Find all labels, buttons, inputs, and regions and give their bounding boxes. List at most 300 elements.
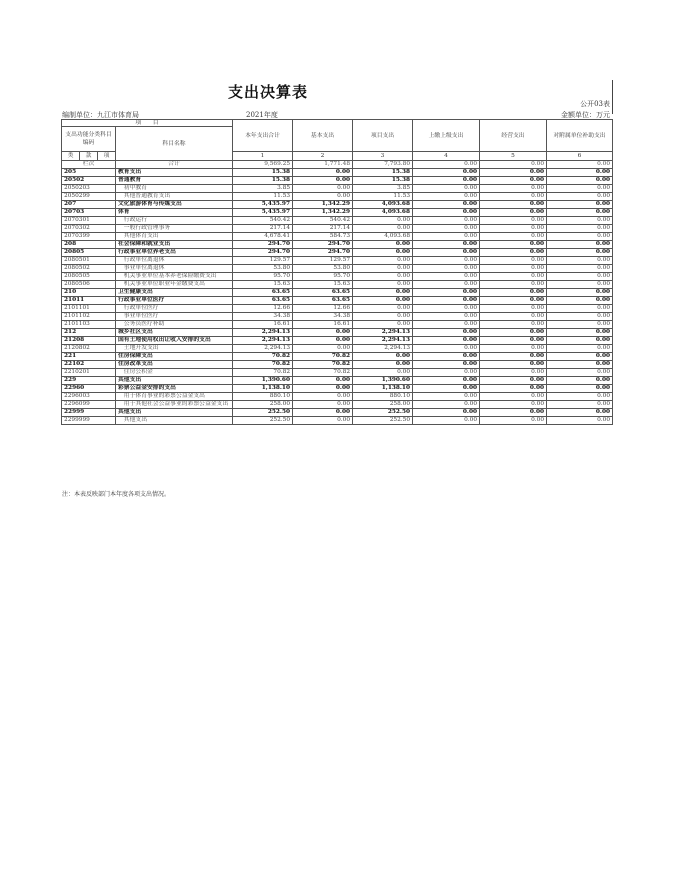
header-name: 科目名称 (116, 127, 233, 161)
row-value-3: 252.50 (353, 417, 413, 425)
row-value-4: 0.00 (413, 409, 480, 417)
row-value-5: 0.00 (480, 345, 547, 353)
total-value-3: 7,793.80 (353, 161, 413, 169)
row-value-3: 0.00 (353, 297, 413, 305)
row-code: 2070302 (62, 225, 116, 233)
row-name: 社会保障和就业支出 (116, 241, 233, 249)
row-value-4: 0.00 (413, 305, 480, 313)
row-value-2: 1,342.29 (293, 201, 353, 209)
header-lei: 类 (62, 152, 80, 161)
table-row (62, 241, 613, 249)
year-label: 2021年度 (246, 111, 278, 119)
row-value-3: 15.38 (353, 169, 413, 177)
table-row (62, 409, 613, 417)
row-value-4: 0.00 (413, 417, 480, 425)
row-value-4: 0.00 (413, 337, 480, 345)
lanci-label: 栏次 (62, 161, 116, 169)
row-value-5: 0.00 (480, 225, 547, 233)
col-number-3: 3 (353, 152, 413, 161)
row-value-1: 63.65 (233, 289, 293, 297)
total-value-2: 1,771.48 (293, 161, 353, 169)
row-value-5: 0.00 (480, 249, 547, 257)
row-code: 221 (62, 353, 116, 361)
row-value-1: 70.82 (233, 353, 293, 361)
row-value-4: 0.00 (413, 361, 480, 369)
row-value-4: 0.00 (413, 257, 480, 265)
table-row (62, 201, 613, 209)
row-value-6: 0.00 (547, 329, 613, 337)
table-row (62, 209, 613, 217)
row-value-5: 0.00 (480, 377, 547, 385)
row-value-2: 0.00 (293, 385, 353, 393)
row-value-5: 0.00 (480, 257, 547, 265)
row-value-4: 0.00 (413, 345, 480, 353)
row-value-6: 0.00 (547, 337, 613, 345)
row-value-1: 16.61 (233, 321, 293, 329)
row-value-1: 5,435.97 (233, 201, 293, 209)
row-code: 2299999 (62, 417, 116, 425)
row-code: 22999 (62, 409, 116, 417)
row-value-1: 252.50 (233, 409, 293, 417)
row-code: 2101101 (62, 305, 116, 313)
row-value-1: 53.80 (233, 265, 293, 273)
row-value-2: 0.00 (293, 185, 353, 193)
row-value-2: 16.61 (293, 321, 353, 329)
row-name: 其他普通教育支出 (116, 193, 233, 201)
row-value-2: 70.82 (293, 361, 353, 369)
row-name: 国有土地使用权出让收入安排的支出 (116, 337, 233, 345)
row-value-4: 0.00 (413, 369, 480, 377)
row-value-6: 0.00 (547, 401, 613, 409)
row-name: 初中教育 (116, 185, 233, 193)
row-value-6: 0.00 (547, 361, 613, 369)
row-value-4: 0.00 (413, 233, 480, 241)
row-value-6: 0.00 (547, 273, 613, 281)
row-value-6: 0.00 (547, 369, 613, 377)
row-value-5: 0.00 (480, 321, 547, 329)
row-code: 21011 (62, 297, 116, 305)
col-number-6: 6 (547, 152, 613, 161)
row-code: 212 (62, 329, 116, 337)
row-value-1: 11.53 (233, 193, 293, 201)
row-value-5: 0.00 (480, 193, 547, 201)
row-value-5: 0.00 (480, 337, 547, 345)
row-name: 一般行政管理事务 (116, 225, 233, 233)
row-value-1: 1,138.10 (233, 385, 293, 393)
row-value-2: 63.65 (293, 297, 353, 305)
row-value-5: 0.00 (480, 265, 547, 273)
row-name: 用于其他社会公益事业的彩票公益金支出 (116, 401, 233, 409)
table-row (62, 281, 613, 289)
unit-label: 金额单位：万元 (561, 111, 610, 119)
page-title: 支出决算表 (228, 83, 309, 101)
row-name: 其他支出 (116, 409, 233, 417)
row-value-6: 0.00 (547, 393, 613, 401)
header-col-5: 经营支出 (480, 120, 547, 152)
header-col-3: 项目支出 (353, 120, 413, 152)
row-value-3: 258.00 (353, 401, 413, 409)
row-value-5: 0.00 (480, 217, 547, 225)
row-value-5: 0.00 (480, 169, 547, 177)
row-value-6: 0.00 (547, 409, 613, 417)
row-code: 2050203 (62, 185, 116, 193)
row-value-1: 15.38 (233, 177, 293, 185)
row-value-2: 0.00 (293, 409, 353, 417)
row-name: 城乡社区支出 (116, 329, 233, 337)
table-row (62, 185, 613, 193)
row-value-4: 0.00 (413, 193, 480, 201)
row-value-1: 540.42 (233, 217, 293, 225)
table-row (62, 321, 613, 329)
row-value-6: 0.00 (547, 385, 613, 393)
row-value-1: 5,435.97 (233, 209, 293, 217)
table-row (62, 273, 613, 281)
row-name: 住房保障支出 (116, 353, 233, 361)
row-value-6: 0.00 (547, 209, 613, 217)
row-value-6: 0.00 (547, 297, 613, 305)
row-value-3: 3.85 (353, 185, 413, 193)
row-value-3: 11.53 (353, 193, 413, 201)
table-row (62, 305, 613, 313)
row-code: 2080502 (62, 265, 116, 273)
row-value-2: 95.70 (293, 273, 353, 281)
row-value-2: 0.00 (293, 329, 353, 337)
row-value-3: 15.38 (353, 177, 413, 185)
row-value-5: 0.00 (480, 273, 547, 281)
table-row (62, 257, 613, 265)
table-row (62, 361, 613, 369)
row-value-4: 0.00 (413, 209, 480, 217)
row-value-6: 0.00 (547, 185, 613, 193)
table-row (62, 217, 613, 225)
row-value-6: 0.00 (547, 417, 613, 425)
row-value-3: 0.00 (353, 265, 413, 273)
total-value-4: 0.00 (413, 161, 480, 169)
row-value-3: 0.00 (353, 217, 413, 225)
row-value-3: 0.00 (353, 249, 413, 257)
row-value-2: 53.80 (293, 265, 353, 273)
total-label: 合计 (116, 161, 233, 169)
row-value-5: 0.00 (480, 185, 547, 193)
row-value-2: 0.00 (293, 193, 353, 201)
table-row (62, 417, 613, 425)
row-value-1: 2,294.13 (233, 337, 293, 345)
row-value-1: 15.63 (233, 281, 293, 289)
row-value-5: 0.00 (480, 305, 547, 313)
header-col-4: 上缴上级支出 (413, 120, 480, 152)
row-value-5: 0.00 (480, 201, 547, 209)
row-value-2: 0.00 (293, 345, 353, 353)
footnote: 注：本表反映部门本年度各项支出情况。 (62, 491, 171, 498)
row-value-4: 0.00 (413, 169, 480, 177)
row-value-3: 1,138.10 (353, 385, 413, 393)
row-name: 行政单位离退休 (116, 257, 233, 265)
row-value-2: 70.82 (293, 369, 353, 377)
table-row (62, 193, 613, 201)
row-value-5: 0.00 (480, 281, 547, 289)
row-name: 普通教育 (116, 177, 233, 185)
total-value-5: 0.00 (480, 161, 547, 169)
row-value-5: 0.00 (480, 369, 547, 377)
row-value-1: 3.85 (233, 185, 293, 193)
row-code: 2101102 (62, 313, 116, 321)
row-value-6: 0.00 (547, 177, 613, 185)
table-row (62, 385, 613, 393)
row-value-5: 0.00 (480, 385, 547, 393)
row-name: 事业单位医疗 (116, 313, 233, 321)
row-value-3: 2,294.13 (353, 329, 413, 337)
row-value-4: 0.00 (413, 217, 480, 225)
table-row (62, 377, 613, 385)
row-value-6: 0.00 (547, 257, 613, 265)
table-row (62, 169, 613, 177)
row-value-2: 294.70 (293, 241, 353, 249)
row-value-6: 0.00 (547, 249, 613, 257)
row-name: 文化旅游体育与传媒支出 (116, 201, 233, 209)
row-value-2: 0.00 (293, 393, 353, 401)
row-name: 机关事业单位基本养老保险缴费支出 (116, 273, 233, 281)
row-code: 2101103 (62, 321, 116, 329)
row-value-6: 0.00 (547, 321, 613, 329)
row-value-4: 0.00 (413, 313, 480, 321)
row-code: 22102 (62, 361, 116, 369)
row-code: 2050299 (62, 193, 116, 201)
row-value-6: 0.00 (547, 265, 613, 273)
row-value-5: 0.00 (480, 233, 547, 241)
row-name: 公务员医疗补助 (116, 321, 233, 329)
table-row (62, 345, 613, 353)
row-value-1: 2,294.13 (233, 329, 293, 337)
row-value-6: 0.00 (547, 289, 613, 297)
row-value-4: 0.00 (413, 393, 480, 401)
row-name: 彩票公益金安排的支出 (116, 385, 233, 393)
row-value-4: 0.00 (413, 377, 480, 385)
row-value-1: 294.70 (233, 241, 293, 249)
row-value-4: 0.00 (413, 225, 480, 233)
row-value-3: 0.00 (353, 361, 413, 369)
row-value-1: 12.66 (233, 305, 293, 313)
row-value-4: 0.00 (413, 289, 480, 297)
row-value-4: 0.00 (413, 201, 480, 209)
row-code: 207 (62, 201, 116, 209)
row-name: 住房改革支出 (116, 361, 233, 369)
table-row (62, 329, 613, 337)
row-code: 2070399 (62, 233, 116, 241)
row-value-5: 0.00 (480, 313, 547, 321)
row-value-2: 217.14 (293, 225, 353, 233)
row-name: 其他体育支出 (116, 233, 233, 241)
row-value-6: 0.00 (547, 241, 613, 249)
row-value-2: 34.38 (293, 313, 353, 321)
table-row (62, 177, 613, 185)
row-value-4: 0.00 (413, 401, 480, 409)
form-number: 公开03表 (580, 100, 610, 108)
row-value-2: 584.73 (293, 233, 353, 241)
table-row (62, 369, 613, 377)
row-value-3: 0.00 (353, 225, 413, 233)
row-name: 土地开发支出 (116, 345, 233, 353)
row-value-1: 258.00 (233, 401, 293, 409)
row-value-2: 129.57 (293, 257, 353, 265)
row-value-1: 63.65 (233, 297, 293, 305)
table-row (62, 233, 613, 241)
row-value-3: 4,093.68 (353, 201, 413, 209)
table-row (62, 265, 613, 273)
row-value-3: 2,294.13 (353, 345, 413, 353)
row-value-1: 70.82 (233, 369, 293, 377)
row-code: 2070301 (62, 217, 116, 225)
header-col-2: 基本支出 (293, 120, 353, 152)
row-code: 2296099 (62, 401, 116, 409)
row-value-3: 0.00 (353, 305, 413, 313)
total-row (62, 161, 613, 169)
row-code: 22960 (62, 385, 116, 393)
row-value-3: 4,093.68 (353, 233, 413, 241)
row-value-1: 129.57 (233, 257, 293, 265)
row-value-4: 0.00 (413, 241, 480, 249)
row-name: 行政事业单位医疗 (116, 297, 233, 305)
row-value-2: 0.00 (293, 177, 353, 185)
row-value-3: 0.00 (353, 289, 413, 297)
row-value-5: 0.00 (480, 177, 547, 185)
row-value-3: 0.00 (353, 281, 413, 289)
row-value-4: 0.00 (413, 385, 480, 393)
row-value-6: 0.00 (547, 217, 613, 225)
row-value-5: 0.00 (480, 353, 547, 361)
row-code: 20805 (62, 249, 116, 257)
row-value-4: 0.00 (413, 265, 480, 273)
row-code: 2296003 (62, 393, 116, 401)
row-value-2: 0.00 (293, 417, 353, 425)
row-value-5: 0.00 (480, 401, 547, 409)
row-code: 20703 (62, 209, 116, 217)
col-number-2: 2 (293, 152, 353, 161)
row-value-3: 0.00 (353, 369, 413, 377)
row-value-3: 0.00 (353, 321, 413, 329)
row-code: 2210201 (62, 369, 116, 377)
row-value-5: 0.00 (480, 409, 547, 417)
row-name: 用于体育事业的彩票公益金支出 (116, 393, 233, 401)
row-value-1: 15.38 (233, 169, 293, 177)
row-value-4: 0.00 (413, 273, 480, 281)
table-row (62, 297, 613, 305)
row-code: 21208 (62, 337, 116, 345)
row-value-2: 1,342.29 (293, 209, 353, 217)
row-code: 2080505 (62, 273, 116, 281)
row-value-5: 0.00 (480, 417, 547, 425)
row-name: 行政运行 (116, 217, 233, 225)
row-value-3: 2,294.13 (353, 337, 413, 345)
row-code: 2080501 (62, 257, 116, 265)
row-value-2: 0.00 (293, 169, 353, 177)
row-code: 2120802 (62, 345, 116, 353)
table-row (62, 289, 613, 297)
row-value-4: 0.00 (413, 329, 480, 337)
row-value-6: 0.00 (547, 193, 613, 201)
row-code: 210 (62, 289, 116, 297)
row-value-6: 0.00 (547, 377, 613, 385)
row-value-3: 0.00 (353, 241, 413, 249)
row-value-4: 0.00 (413, 177, 480, 185)
row-value-4: 0.00 (413, 281, 480, 289)
col-number-4: 4 (413, 152, 480, 161)
row-code: 205 (62, 169, 116, 177)
row-name: 机关事业单位职业年金缴费支出 (116, 281, 233, 289)
row-value-6: 0.00 (547, 353, 613, 361)
row-value-2: 0.00 (293, 401, 353, 409)
row-value-3: 0.00 (353, 353, 413, 361)
row-value-4: 0.00 (413, 297, 480, 305)
row-value-3: 252.50 (353, 409, 413, 417)
row-value-5: 0.00 (480, 361, 547, 369)
row-value-3: 1,390.60 (353, 377, 413, 385)
row-value-2: 294.70 (293, 249, 353, 257)
row-value-5: 0.00 (480, 209, 547, 217)
header-code: 支出功能分类科目编码 (62, 127, 116, 152)
table-row (62, 401, 613, 409)
row-value-1: 252.50 (233, 417, 293, 425)
row-value-1: 4,678.41 (233, 233, 293, 241)
row-value-6: 0.00 (547, 281, 613, 289)
row-value-1: 34.38 (233, 313, 293, 321)
expenditure-table (61, 119, 613, 425)
row-value-2: 540.42 (293, 217, 353, 225)
header-col-6: 对附属单位补助支出 (547, 120, 613, 152)
row-value-1: 70.82 (233, 361, 293, 369)
row-value-6: 0.00 (547, 345, 613, 353)
row-code: 2080506 (62, 281, 116, 289)
table-row (62, 353, 613, 361)
row-value-3: 0.00 (353, 313, 413, 321)
row-value-2: 0.00 (293, 337, 353, 345)
row-value-1: 95.70 (233, 273, 293, 281)
row-code: 208 (62, 241, 116, 249)
header-col-1: 本年支出合计 (233, 120, 293, 152)
table-row (62, 337, 613, 345)
row-name: 卫生健康支出 (116, 289, 233, 297)
row-value-2: 12.66 (293, 305, 353, 313)
row-name: 体育 (116, 209, 233, 217)
row-name: 其他支出 (116, 417, 233, 425)
row-value-5: 0.00 (480, 393, 547, 401)
row-value-6: 0.00 (547, 201, 613, 209)
header-kuan: 款 (80, 152, 98, 161)
row-value-5: 0.00 (480, 329, 547, 337)
row-value-3: 880.10 (353, 393, 413, 401)
row-value-5: 0.00 (480, 241, 547, 249)
row-value-3: 0.00 (353, 273, 413, 281)
header-divider-line (612, 80, 613, 114)
row-name: 住房公积金 (116, 369, 233, 377)
row-value-4: 0.00 (413, 185, 480, 193)
header-item: 项 目 (62, 120, 233, 127)
row-value-2: 0.00 (293, 377, 353, 385)
row-name: 行政单位医疗 (116, 305, 233, 313)
row-value-2: 70.82 (293, 353, 353, 361)
row-value-1: 1,390.60 (233, 377, 293, 385)
row-name: 行政事业单位养老支出 (116, 249, 233, 257)
header-xiang: 项 (98, 152, 116, 161)
table-row (62, 249, 613, 257)
col-number-5: 5 (480, 152, 547, 161)
row-value-4: 0.00 (413, 321, 480, 329)
row-value-4: 0.00 (413, 353, 480, 361)
row-value-3: 4,093.68 (353, 209, 413, 217)
row-value-1: 2,294.13 (233, 345, 293, 353)
row-name: 其他支出 (116, 377, 233, 385)
total-value-1: 9,569.25 (233, 161, 293, 169)
row-name: 事业单位离退休 (116, 265, 233, 273)
